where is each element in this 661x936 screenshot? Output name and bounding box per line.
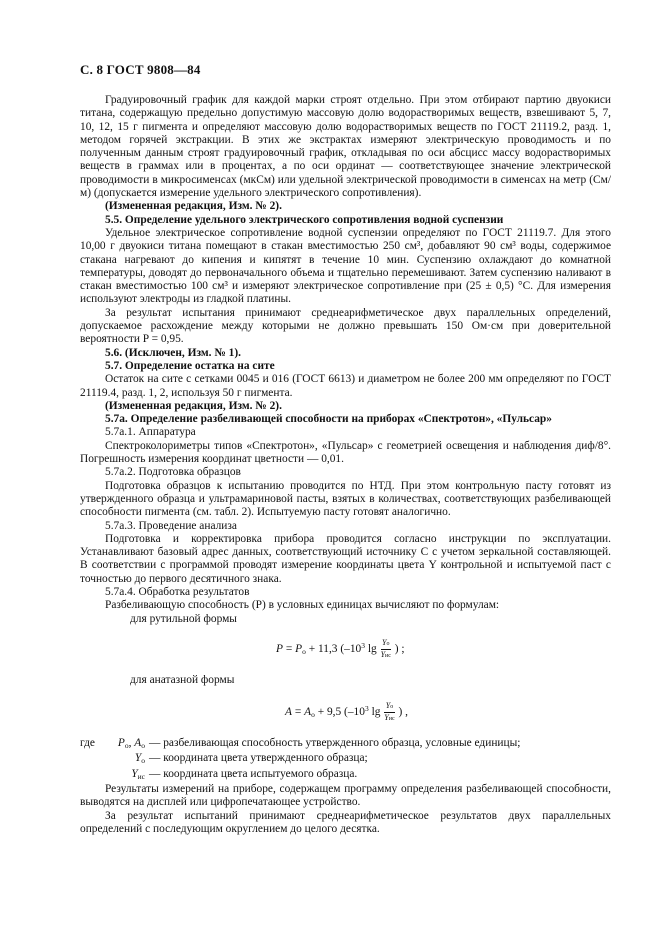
paragraph: Удельное электрическое сопротивление водной суспензии определяют по ГОСТ 21119.7. Для этого 10,00 г двуокиси титана помещают в стакан вместимостью 250 см³, добавляют 90 см³ воды, содержимое стакана нагревают до кипения и кипятят в течение 10 мин. Суспензию охлаждают до комнатной температуры, доводят до первоначального объема и тщательно перемешивают. Затем суспензию наливают в стакан вместимостью 100 см³ и измеряют электрическое сопротивление при (25 ± 0,5) °С. Для измерения используют электроды из гладкой платины. bbox=[80, 226, 611, 306]
formula2-lg: lg bbox=[371, 706, 381, 719]
formula-p0-sub: o bbox=[302, 646, 306, 656]
section-heading: 5.7а. Определение разбеливающей способности на приборах «Спектротон», «Пульсар» bbox=[105, 413, 552, 426]
legend-row: $Y_o$ — координата цвета утвержденного образца; bbox=[80, 752, 611, 767]
variable-legend bbox=[80, 737, 611, 783]
legend-desc: — координата цвета утвержденного образца; bbox=[149, 752, 368, 765]
legend-desc: — координата цвета испытуемого образца. bbox=[149, 767, 358, 780]
legend-row: $Y_{ис}$ — координата цвета испытуемого образца. bbox=[80, 768, 611, 783]
page-header: С. 8 ГОСТ 9808—84 bbox=[80, 62, 201, 77]
formula-exp: 3 bbox=[361, 640, 365, 650]
paragraph: Подготовка и корректировка прибора проводится согласно инструкции по эксплуатации. Устанавливают базовый адрес данных, соответствующий источнику С с учетом зеркальной составляющей. В соответствии с программой проводят измерение координаты цвета Y контрольной и испытуемой паст с точностью до первого десятичного знака. bbox=[80, 532, 611, 585]
formula-label-anatase: для анатазной формы bbox=[130, 673, 235, 686]
formula-rutile bbox=[80, 626, 611, 674]
paragraph: Разбеливающую способность (P) в условных единицах вычисляют по формулам: bbox=[105, 599, 500, 612]
formula2-lhs: A bbox=[285, 706, 292, 719]
paragraph: Спектроколориметры типов «Спектротон», «Пульсар» с геометрией освещения и наблюдения диф/8°. Погрешность измерения координат цветности — 0,01. bbox=[80, 439, 611, 466]
paragraph: Результаты измерений на приборе, содержащем программу определения разбеливающей способности, выводятся на дисплей или цифропечатающее устройство. bbox=[80, 783, 611, 809]
formula-p0: P bbox=[295, 642, 303, 655]
formula2-fraction: $\frac{Yo}{\text{Yис}}$ bbox=[384, 701, 395, 723]
legend-desc: — разбеливающая способность утвержденного образца, условные единицы; bbox=[149, 737, 521, 750]
formula-anatase bbox=[80, 687, 611, 737]
section-heading: 5.7. Определение остатка на сите bbox=[105, 359, 275, 372]
paragraph: Остаток на сите с сетками 0045 и 016 (ГОСТ 6613) и диаметром не более 200 мм определяют по ГОСТ 21119.4, разд. 1, 2, используя 50 г пигмента. bbox=[80, 373, 611, 399]
formula-fraction: $\frac{Yo}{\text{Yис}}$ bbox=[380, 637, 391, 659]
section-heading: 5.5. Определение удельного электрического сопротивления водной суспензии bbox=[105, 213, 504, 226]
formula-tail: ) ; bbox=[394, 642, 405, 655]
paragraph: 5.7а.1. Аппаратура bbox=[105, 426, 196, 439]
formula-plus: + 11,3 (–10 bbox=[308, 642, 362, 655]
paragraph: 5.7а.3. Проведение анализа bbox=[105, 519, 237, 532]
section-heading: 5.6. (Исключен, Изм. № 1). bbox=[105, 346, 241, 359]
paragraph: 5.7а.2. Подготовка образцов bbox=[105, 466, 241, 479]
formula2-p0: A bbox=[304, 706, 312, 719]
formula2-p0-sub: o bbox=[311, 710, 315, 720]
paragraph: Подготовка образцов к испытанию проводится по НТД. При этом контрольную пасту готовят из утвержденного образца и ультрамариновой пасты, взятых в количествах, соответствующих разбеливающей способности пигмента (см. табл. 2). Испытуемую пасту готовят аналогично. bbox=[80, 479, 611, 519]
legend-row: где $P_o$, $A_o$ — разбеливающая способность утвержденного образца, условные единицы; bbox=[80, 737, 611, 752]
formula2-tail: ) , bbox=[398, 706, 408, 719]
paragraph: Градуировочный график для каждой марки строят отдельно. При этом отбирают партию двуокиси титана, содержащую предельно допустимую массовую долю водорастворимых веществ, взвешивают 5, 7, 10, 12, 15 г пигмента и определяют массовую долю водорастворимых веществ по ГОСТ 21119.2, разд. 1, методом горячей экстракции. В этих же экстрактах измеряют электрическую проводимость и по полученным данным строят градуировочный график, откладывая по оси абсцисс массу водорастворимых веществ в граммах или в процентах, а по оси ординат — соответствующее значение электрической проводимости в микросименсах (мкСм) или удельной электрической проводимости в сименсах на метр (См/м) (допускается измерение удельного электрического сопротивления). bbox=[80, 94, 611, 200]
document-body bbox=[80, 94, 611, 836]
paragraph: За результат испытаний принимают среднеарифметическое результатов двух параллельных определений с последующим округлением до целого десятка. bbox=[80, 809, 611, 835]
formula2-exp: 3 bbox=[364, 704, 369, 714]
formula2-plus: + 9,5 (–10 bbox=[317, 706, 365, 719]
formula-lg: lg bbox=[367, 642, 377, 655]
formula-lhs: P bbox=[276, 642, 283, 655]
section-heading: (Измененная редакция, Изм. № 2). bbox=[105, 200, 282, 213]
section-heading: (Измененная редакция, Изм. № 2). bbox=[105, 399, 282, 412]
legend-word: где bbox=[80, 737, 95, 750]
formula-label-rutile: для рутильной формы bbox=[130, 612, 237, 625]
paragraph: 5.7а.4. Обработка результатов bbox=[105, 585, 250, 598]
formula2-eq: = bbox=[294, 706, 302, 719]
paragraph-list bbox=[80, 94, 611, 613]
formula-eq: = bbox=[285, 642, 293, 655]
paragraph: За результат испытания принимают среднеарифметическое двух параллельных определений, допускаемое расхождение между которыми не должно превышать 150 Ом·см при доверительной вероятности P = 0,95. bbox=[80, 306, 611, 346]
